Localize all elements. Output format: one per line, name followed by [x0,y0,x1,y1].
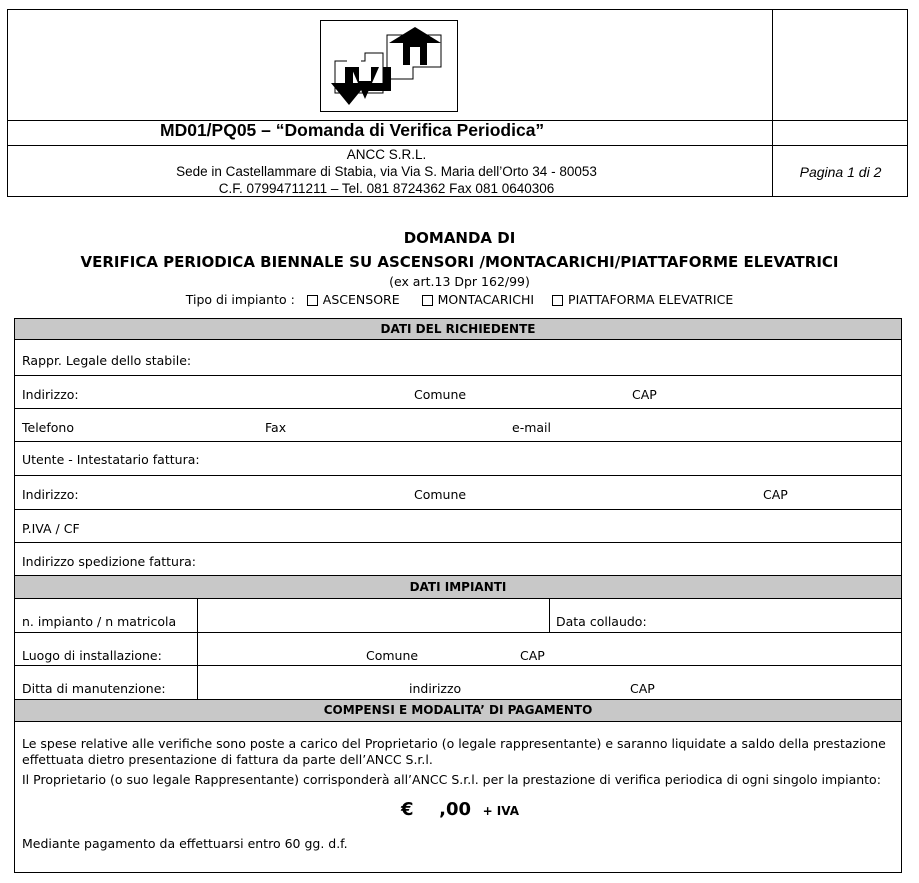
utente-label: Utente - Intestatario fattura: [22,452,200,467]
comune-label: Comune [414,387,467,402]
company-address: Sede in Castellammare di Stabia, via Via S. Maria dell’Orto 34 - 80053 [176,164,597,179]
compensi-paragraph-2: Il Proprietario (o suo legale Rappresentante) corrisponderà all’ANCC S.r.l. per la prestazione di verifica periodica di ogni singolo impianto: [22,772,881,787]
piattaforma-checkbox[interactable] [552,295,563,306]
vat-label: + IVA [482,804,520,818]
montacarichi-option-label: MONTACARICHI [437,292,535,307]
company-name: ANCC S.R.L. [346,147,427,162]
arrows-logo-icon [321,21,457,111]
cap-fattura-label: CAP [763,487,788,502]
form-reference: (ex art.13 Dpr 162/99) [389,274,530,289]
montacarichi-checkbox[interactable] [422,295,433,306]
request-form [14,318,902,873]
indirizzo-label: Indirizzo: [22,387,79,402]
email-label: e-mail [512,420,551,435]
payment-terms: Mediante pagamento da effettuarsi entro 60 gg. d.f. [22,836,348,851]
company-info [80,146,693,197]
telefono-label: Telefono [22,420,74,435]
price-amount: ,00 [439,799,471,820]
ditta-indirizzo-label: indirizzo [409,681,462,696]
rappr-legale-label: Rappr. Legale dello stabile: [22,353,192,368]
price-line [401,799,519,820]
piattaforma-option-label: PIATTAFORMA ELEVATRICE [568,292,734,307]
luogo-comune-label: Comune [366,648,419,663]
indirizzo-fattura-label: Indirizzo: [22,487,79,502]
section-heading-compensi: COMPENSI E MODALITA’ DI PAGAMENTO [15,700,901,721]
ditta-label: Ditta di manutenzione: [22,681,166,696]
matricola-label: n. impianto / n matricola [22,614,177,629]
comune-fattura-label: Comune [414,487,467,502]
luogo-cap-label: CAP [520,648,545,663]
ascensore-option-label: ASCENSORE [322,292,400,307]
cap-label: CAP [632,387,657,402]
currency-symbol: € [401,799,414,820]
piva-label: P.IVA / CF [22,521,80,536]
company-tax-info: C.F. 07994711211 – Tel. 081 8724362 Fax 081 0640306 [218,181,555,196]
company-logo [320,20,458,112]
section-heading-impianti: DATI IMPIANTI [15,576,901,598]
spedizione-label: Indirizzo spedizione fattura: [22,554,196,569]
page-number: Pagina 1 di 2 [799,164,882,180]
data-collaudo-label: Data collaudo: [556,614,647,629]
plant-type-label: Tipo di impianto : [185,292,295,307]
ascensore-checkbox[interactable] [307,295,318,306]
form-title-line2: VERIFICA PERIODICA BIENNALE SU ASCENSORI /MONTACARICHI/PIATTAFORME ELEVATRICI [80,253,839,271]
form-title-line1: DOMANDA DI [403,229,516,247]
luogo-label: Luogo di installazione: [22,648,162,663]
plant-type-selector [0,292,919,307]
compensi-paragraph-1: Le spese relative alle verifiche sono poste a carico del Proprietario (o legale rappresentante) e saranno liquidate a saldo della prestazione effettuata dietro presentazione di fattura da parte dell’ANCC S.r.l. [22,736,886,767]
document-code: MD01/PQ05 – “Domanda di Verifica Periodica” [160,120,545,140]
fax-label: Fax [265,420,287,435]
ditta-cap-label: CAP [630,681,655,696]
section-heading-richiedente: DATI DEL RICHIEDENTE [15,319,901,339]
